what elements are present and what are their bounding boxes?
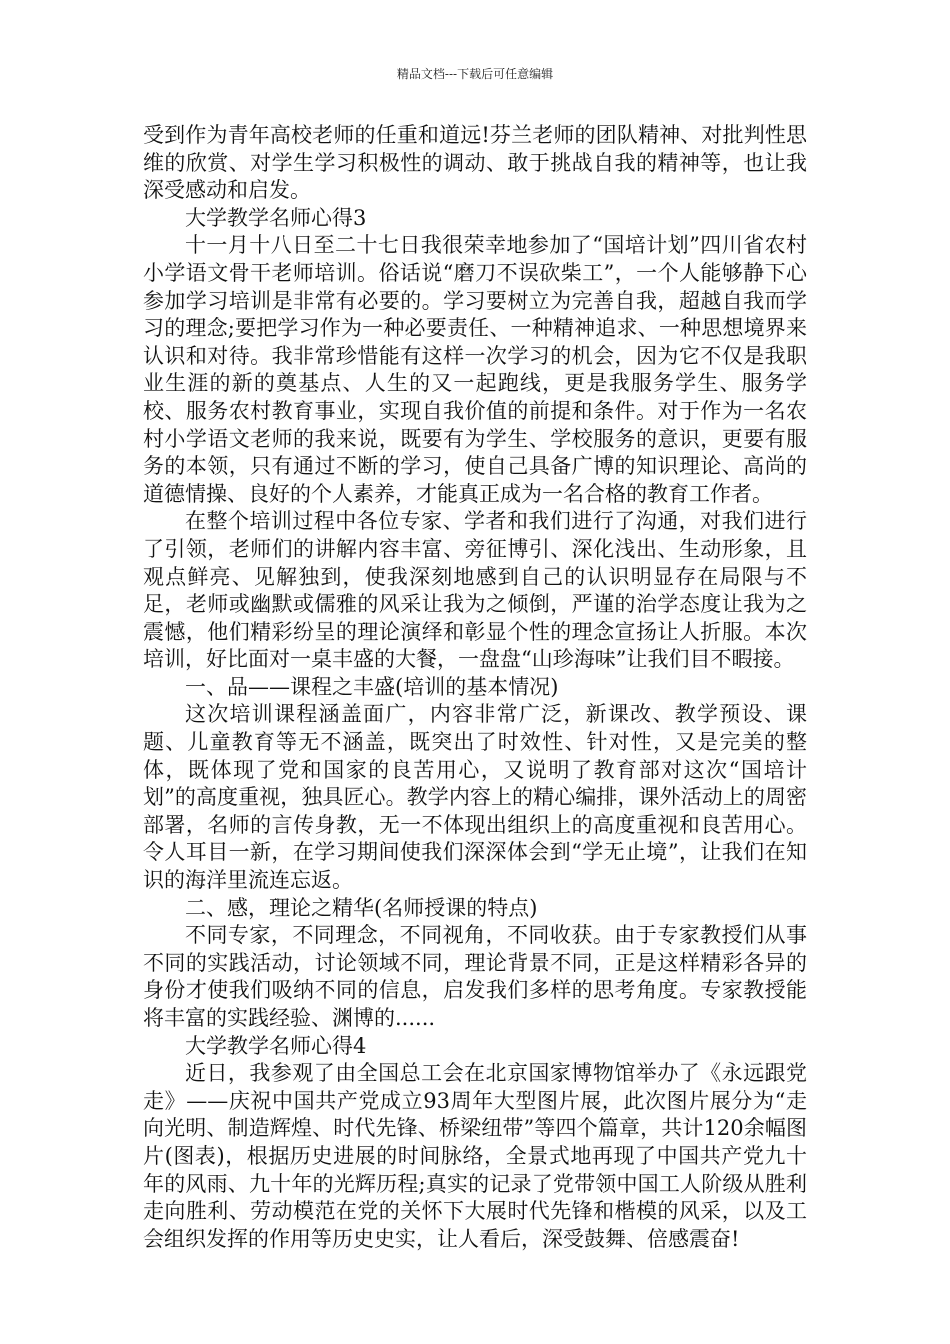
paragraph-6: 近日，我参观了由全国总工会在北京国家博物馆举办了《永远跟党走》——庆祝中国共产党成立93周年大型图片展，此次图片展分为“走向光明、制造辉煌、时代先锋、桥梁纽带”等四个篇章，共计120余幅图片(图表)，根据历史进展的时间脉络，全景式地再现了中国共产党九十年的风雨、九十年的光辉历程;真实的记录了党带领中国工人阶级从胜利走向胜利、劳动模范在党的关怀下大展时代先锋和楷模的风采，以及工会组织发挥的作用等历史史实，让人看后，深受鼓舞、倍感震奋! — [143, 1061, 807, 1251]
section-heading-3: 大学教学名师心得3 — [185, 205, 367, 230]
paragraph-1: 受到作为青年高校老师的任重和道远!芬兰老师的团队精神、对批判性思维的欣赏、对学生学习积极性的调动、敢于挑战自我的精神等，也让我深受感动和启发。 — [143, 123, 807, 203]
subheading-1: 一、品——课程之丰盛(培训的基本情况) — [185, 674, 559, 699]
document-body — [143, 122, 807, 1253]
paragraph-5: 不同专家，不同理念，不同视角，不同收获。由于专家教授们从事不同的实践活动，讨论领域不同，理论背景不同，正是这样精彩各异的身份才使我们吸纳不同的信息，启发我们多样的思考角度。专家教授能将丰富的实践经验、渊博的...... — [143, 923, 807, 1030]
paragraph-4: 这次培训课程涵盖面广，内容非常广泛，新课改、教学预设、课题、儿童教育等无不涵盖，既突出了时效性、针对性，又是完美的整体，既体现了党和国家的良苦用心，又说明了教育部对这次“国培计划”的高度重视，独具匠心。教学内容上的精心编排，课外活动上的周密部署，名师的言传身教，无一不体现出组织上的高度重视和良苦用心。令人耳目一新，在学习期间使我们深深体会到“学无止境”，让我们在知识的海洋里流连忘返。 — [143, 702, 807, 893]
page-header: 精品文档---下载后可任意编辑 — [396, 67, 554, 81]
paragraph-2: 十一月十八日至二十七日我很荣幸地参加了“国培计划”四川省农村小学语文骨干老师培训。俗话说“磨刀不误砍柴工”，一个人能够静下心参加学习培训是非常有必要的。学习要树立为完善自我，超越自我而学习的理念;要把学习作为一种必要责任、一种精神追求、一种思想境界来认识和对待。我非常珍惜能有这样一次学习的机会，因为它不仅是我职业生涯的新的奠基点、人生的又一起跑线，更是我服务学生、服务学校、服务农村教育事业，实现自我价值的前提和条件。对于作为一名农村小学语文老师的我来说，既要有为学生、学校服务的意识，更要有服务的本领，只有通过不断的学习，使自己具备广博的知识理论、高尚的道德情操、良好的个人素养，才能真正成为一名合格的教育工作者。 — [143, 233, 807, 506]
paragraph-3: 在整个培训过程中各位专家、学者和我们进行了沟通，对我们进行了引领，老师们的讲解内容丰富、旁征博引、深化浅出、生动形象，且观点鲜亮、见解独到，使我深刻地感到自己的认识明显存在局限与不足，老师或幽默或儒雅的风采让我为之倾倒，严谨的治学态度让我为之震憾，他们精彩纷呈的理论演绎和彰显个性的理念宣扬让人折服。本次培训，好比面对一桌丰盛的大餐，一盘盘“山珍海味”让我们目不暇接。 — [143, 509, 807, 672]
section-heading-4: 大学教学名师心得4 — [185, 1033, 367, 1058]
subheading-2: 二、感，理论之精华(名师授课的特点) — [185, 895, 538, 920]
